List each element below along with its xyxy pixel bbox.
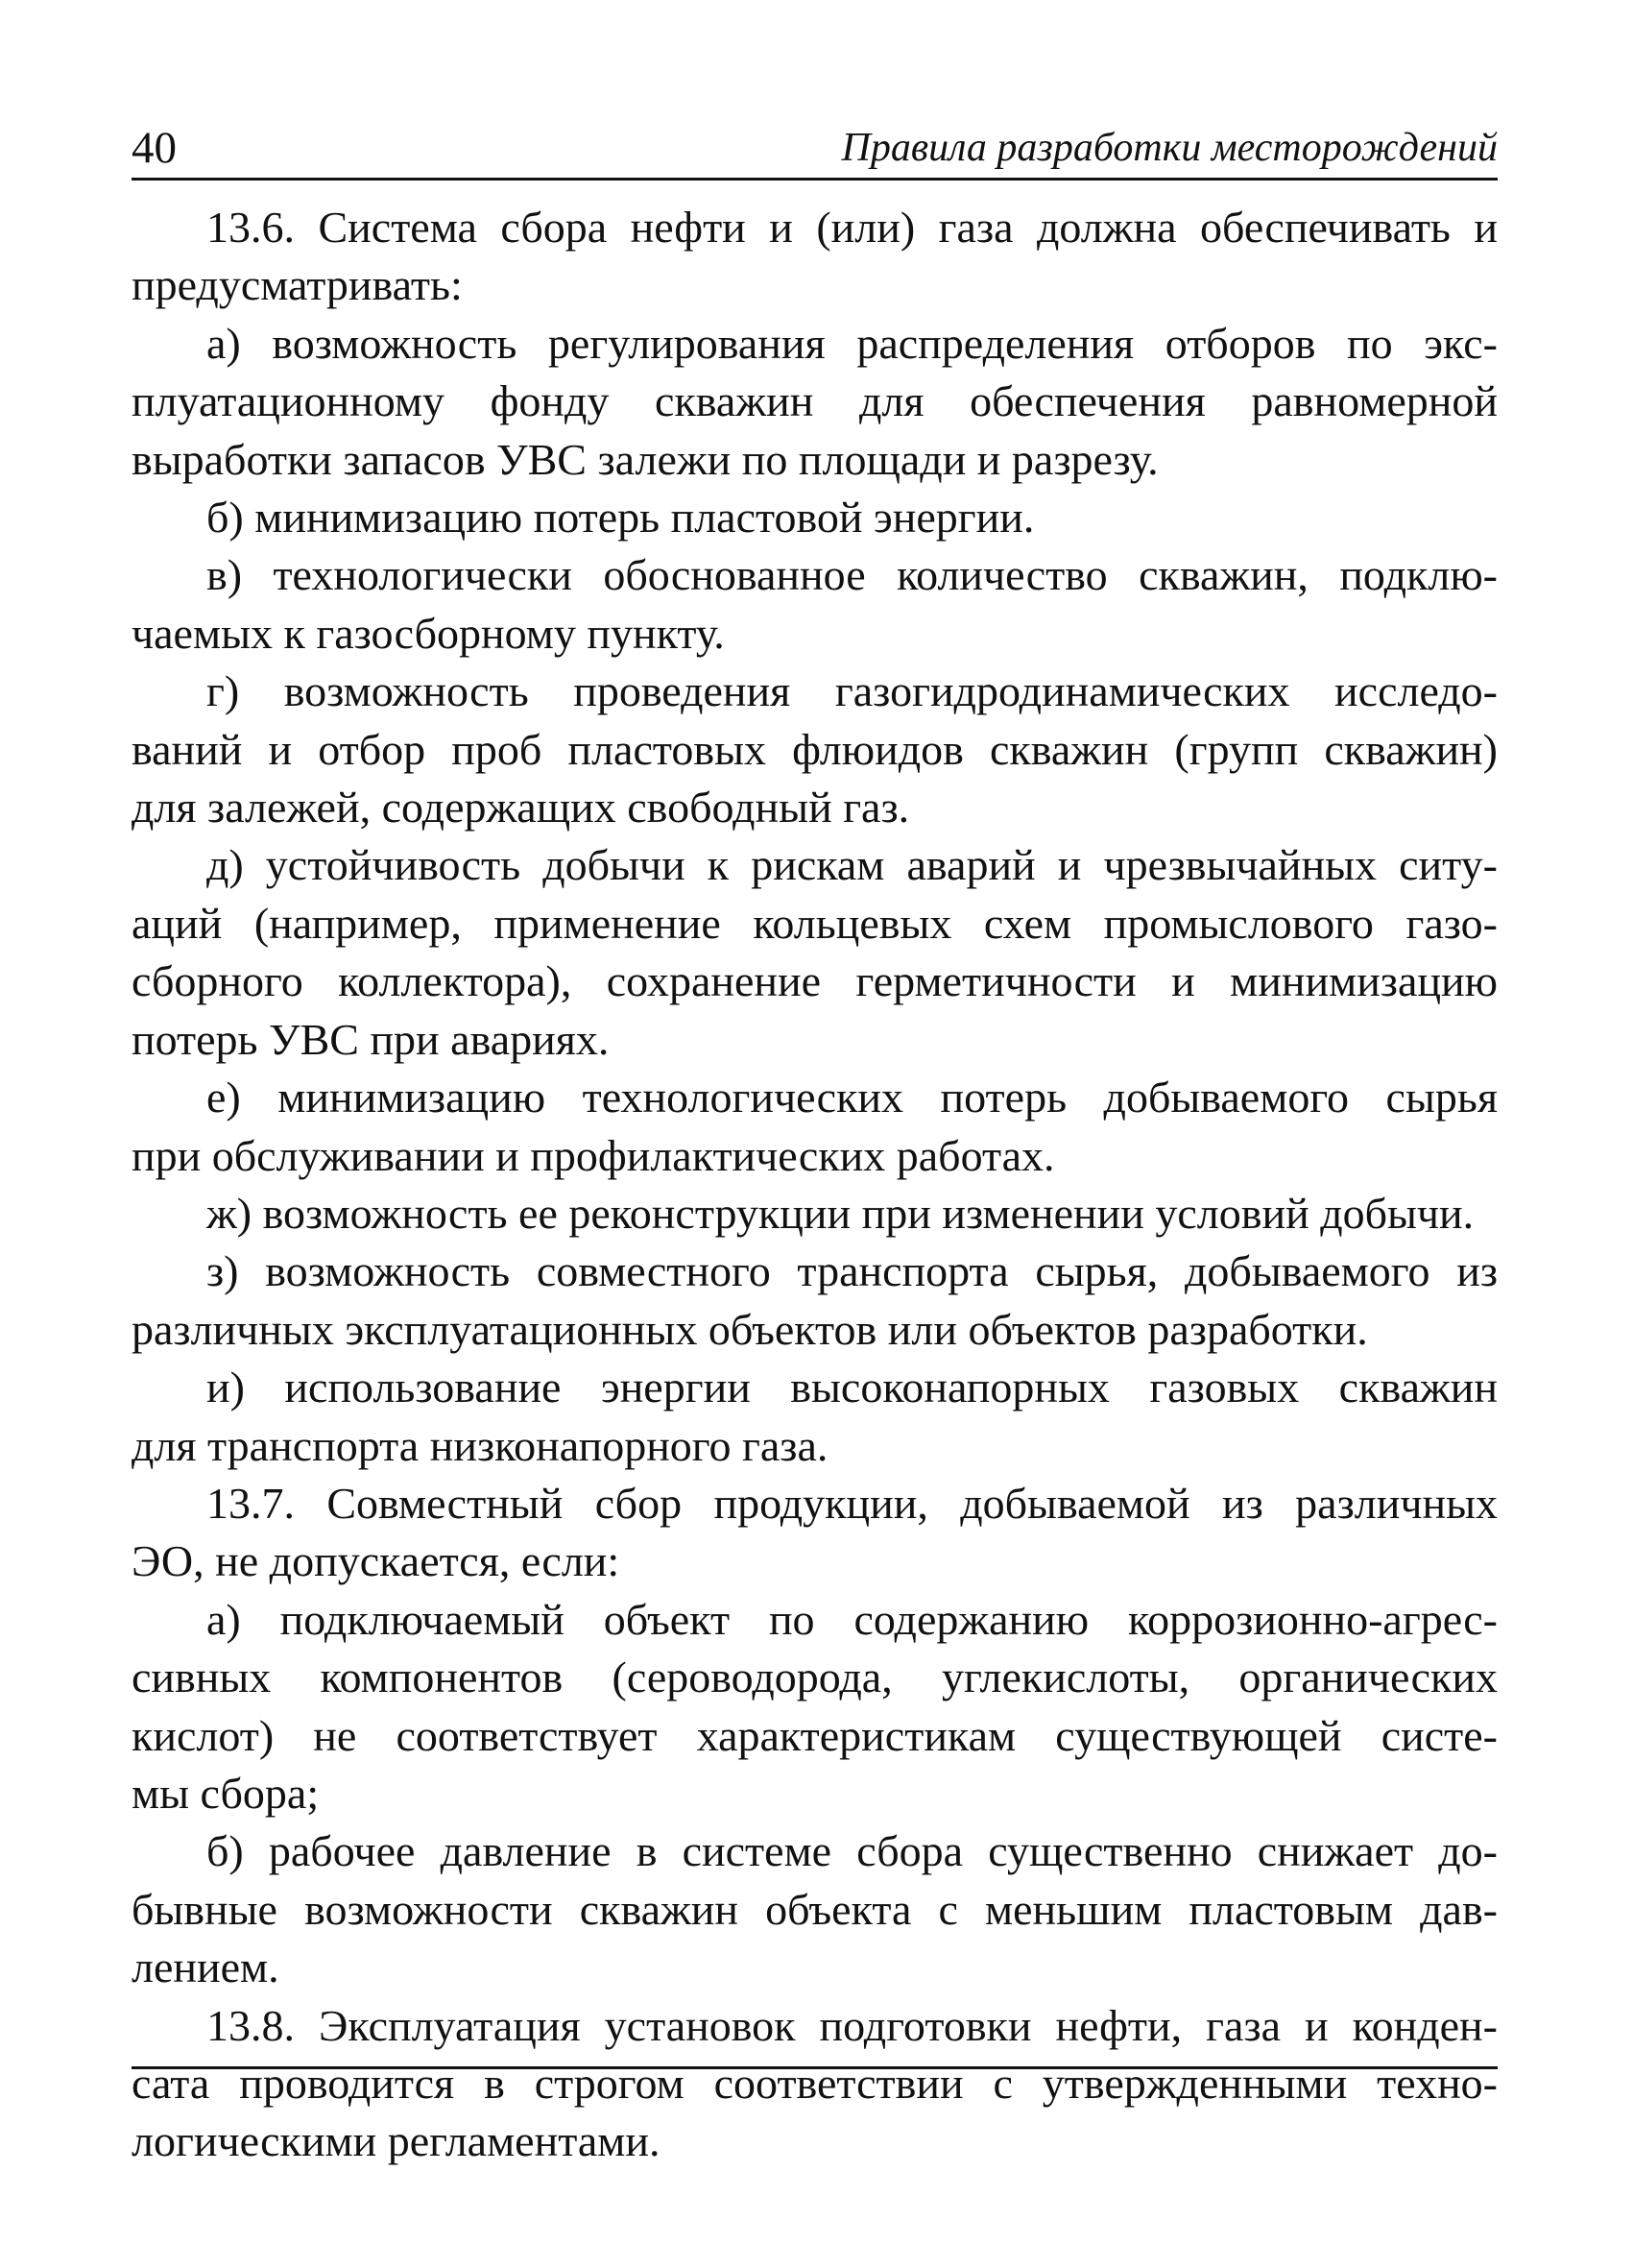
paragraph [132, 199, 1498, 315]
text-line: потерь УВС при авариях. [132, 1014, 610, 1064]
text-line: сборного коллектора), сохранение герметичности и минимизацию [132, 956, 1498, 1006]
text-line: ваний и отбор проб пластовых флюидов скважин (групп скважин) [132, 724, 1498, 774]
paragraph [132, 1822, 1498, 1996]
paragraph [132, 1475, 1498, 1591]
paragraph [132, 663, 1498, 836]
text-line: чаемых к газосборному пункту. [132, 608, 725, 658]
text-line: ж) возможность ее реконструкции при изменении условий добычи. [206, 1188, 1475, 1238]
text-line: г) возможность проведения газогидродинамических исследо- [206, 666, 1498, 716]
paragraph [132, 1243, 1498, 1359]
paragraph [132, 1185, 1498, 1243]
text-line: з) возможность совместного транспорта сырья, добываемого из [206, 1246, 1498, 1296]
text-line: сата проводится в строгом соответствии с утвержденными техно- [132, 2059, 1498, 2108]
text-line: предусматривать: [132, 260, 463, 310]
page-header [132, 123, 1498, 173]
text-line: различных эксплуатационных объектов или объектов разработки. [132, 1304, 1368, 1354]
paragraph [132, 836, 1498, 1069]
text-line: логическими регламентами. [132, 2116, 660, 2166]
body-text [132, 199, 1498, 2171]
page-number: 40 [132, 123, 177, 173]
text-line: б) рабочее давление в системе сбора существенно снижает до- [206, 1826, 1498, 1876]
text-line: и) использование энергии высоконапорных газовых скважин [206, 1363, 1498, 1412]
text-line: а) возможность регулирования распределения отборов по экс- [206, 318, 1498, 368]
text-line: выработки запасов УВС залежи по площади и разрезу. [132, 434, 1159, 484]
text-line: 13.6. Система сбора нефти и (или) газа должна обеспечивать и [206, 203, 1498, 252]
running-title: Правила разработки месторождений [841, 126, 1498, 170]
paragraph [132, 489, 1498, 546]
text-line: в) технологически обоснованное количество скважин, подклю- [206, 550, 1498, 600]
text-line: кислот) не соответствует характеристикам существующей систе- [132, 1710, 1498, 1760]
text-line: плуатационному фонду скважин для обеспечения равномерной [132, 376, 1498, 426]
text-line: сивных компонентов (сероводорода, углекислоты, органических [132, 1653, 1498, 1702]
text-line: при обслуживании и профилактических работах. [132, 1130, 1055, 1180]
text-line: лением. [132, 1942, 279, 1992]
paragraph [132, 546, 1498, 663]
text-line: д) устойчивость добычи к рискам аварий и чрезвычайных ситу- [206, 840, 1498, 890]
text-line: ЭО, не допускается, если: [132, 1536, 620, 1586]
text-line: 13.8. Эксплуатация установок подготовки нефти, газа и конден- [206, 2000, 1498, 2050]
paragraph [132, 1359, 1498, 1475]
text-line: 13.7. Совместный сбор продукции, добываемой из различных [206, 1478, 1498, 1528]
header-rule [132, 178, 1498, 181]
text-line: аций (например, применение кольцевых схем промыслового газо- [132, 898, 1498, 948]
footer-rule [132, 2066, 1498, 2069]
paragraph [132, 1069, 1498, 1185]
text-line: е) минимизацию технологических потерь добываемого сырья [206, 1073, 1498, 1122]
text-line: б) минимизацию потерь пластовой энергии. [206, 493, 1035, 543]
text-line: для залежей, содержащих свободный газ. [132, 783, 910, 832]
text-line: бывные возможности скважин объекта с меньшим пластовым дав- [132, 1884, 1498, 1934]
text-line: мы сбора; [132, 1768, 320, 1818]
paragraph [132, 1591, 1498, 1823]
text-line: для транспорта низконапорного газа. [132, 1420, 829, 1470]
text-line: а) подключаемый объект по содержанию коррозионно-агрес- [206, 1594, 1498, 1644]
paragraph [132, 1997, 1498, 2171]
paragraph [132, 315, 1498, 489]
